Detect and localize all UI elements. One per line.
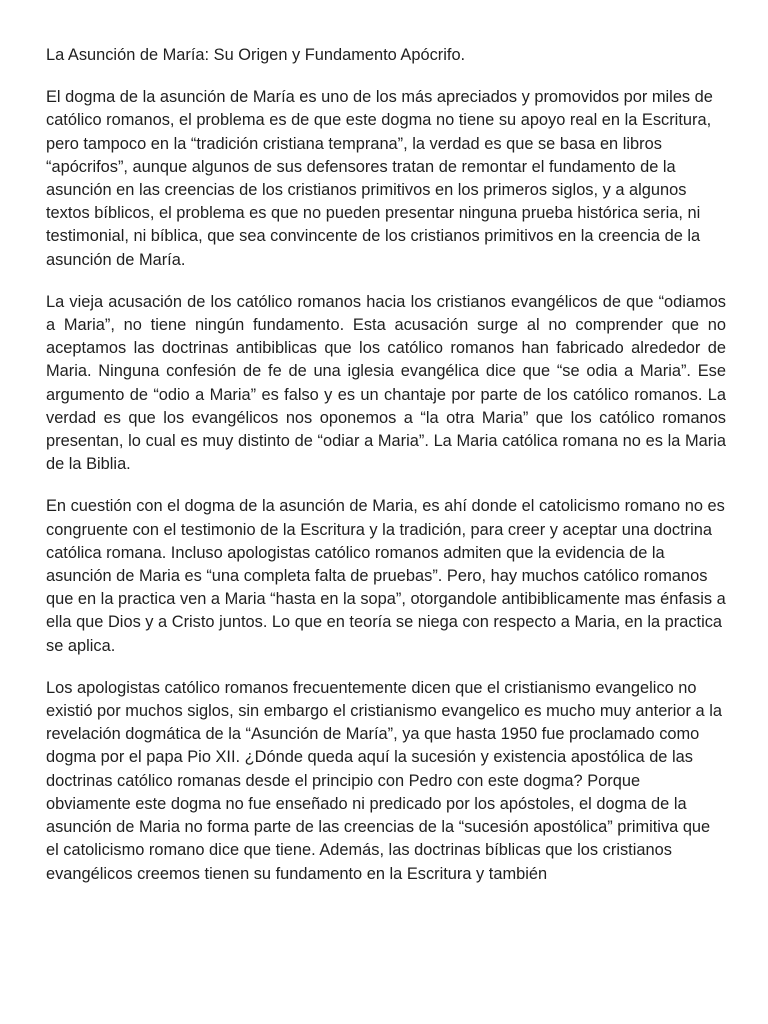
paragraph-2: La vieja acusación de los católico romanos hacia los cristianos evangélicos de que “odiamos a Maria”, no tiene ningún fundamento. Esta acusación surge al no comprender que no aceptamos las doctrinas antibiblicas que los católico romanos han fabricado alrededor de Maria. Ninguna confesión de fe de una iglesia evangélica dice que “se odia a Maria”. Ese argumento de “odio a Maria” es falso y es un chantaje por parte de los católico romanos. La verdad es que los evangélicos nos oponemos a “la otra Maria” que los católico romanos presentan, lo cual es muy distinto de “odiar a Maria”. La Maria católica romana no es la Maria de la Biblia.	[46, 292, 726, 474]
paragraph-3: En cuestión con el dogma de la asunción de Maria, es ahí donde el catolicismo romano no es congruente con el testimonio de la Escritura y la tradición, para creer y aceptar una doctrina católica romana. Incluso apologistas católico romanos admiten que la evidencia de la asunción de Maria es “una completa falta de pruebas”. Pero, hay muchos católico romanos que en la practica ven a Maria “hasta en la sopa”, otorgandole antibiblicamente mas énfasis a ella que Dios y a Cristo juntos. Lo que en teoría se niega con respecto a Maria, en la practica se aplica.	[46, 497, 726, 655]
document-title: La Asunción de María: Su Origen y Fundamento Apócrifo.	[46, 46, 466, 64]
paragraph-1: El dogma de la asunción de María es uno de los más apreciados y promovidos por miles de católico romanos, el problema es de que este dogma no tiene su apoyo real en la Escritura, pero tampoco en la “tradición cristiana temprana”, la verdad es que se basa en libros “apócrifos”, aunque algunos de sus defensores tratan de remontar el fundamento de la asunción en las creencias de los cristianos primitivos en los primeros siglos, y a algunos textos bíblicos, el problema es que no pueden presentar ninguna prueba histórica seria, ni testimonial, ni bíblica, que sea convincente de los cristianos primitivos en la creencia de la asunción de María.	[46, 88, 713, 269]
document-page	[46, 44, 726, 905]
paragraph-4: Los apologistas católico romanos frecuentemente dicen que el cristianismo evangelico no existió por muchos siglos, sin embargo el cristianismo evangelico es mucho muy anterior a la revelación dogmática de la “Asunción de María”, ya que hasta 1950 fue proclamado como dogma por el papa Pio XII. ¿Dónde queda aquí la sucesión y existencia apostólica de las doctrinas católico romanas desde el principio con Pedro con este dogma? Porque obviamente este dogma no fue enseñado ni predicado por los apóstoles, el dogma de la asunción de Maria no forma parte de las creencias de la “sucesión apostólica” primitiva que el catolicismo romano dice que tiene. Además, las doctrinas bíblicas que los cristianos evangélicos creemos tienen su fundamento en la Escritura y también	[46, 678, 722, 883]
